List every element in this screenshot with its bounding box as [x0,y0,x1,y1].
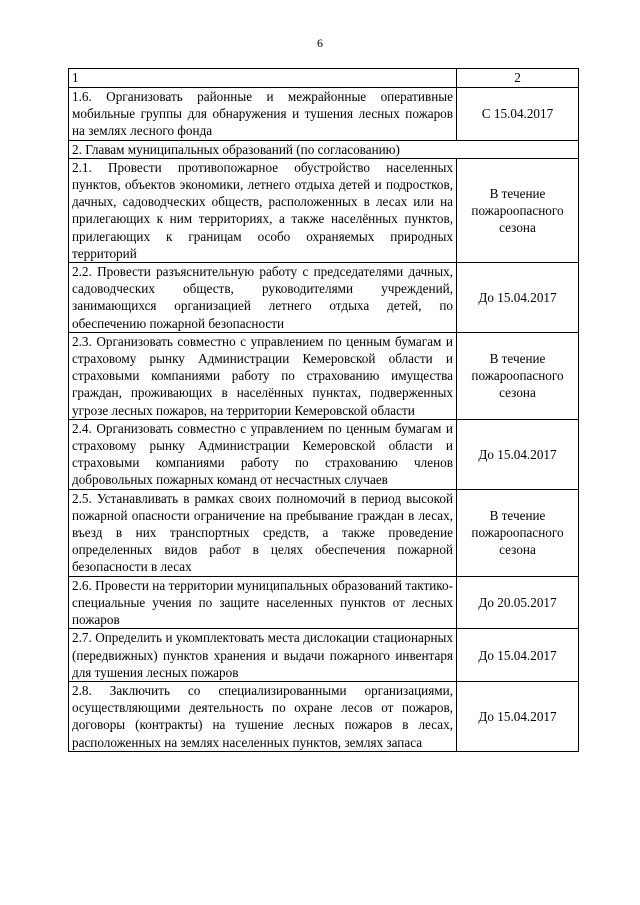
measure-text: 2.1. Провести противопожарное обустройство населенных пунктов, объектов экономики, летнего отдыха детей и подростков, дачных, садоводческих обществ, расположенных в лесах или на прилегающих к ним территориях, а также населённых пунктов, прилегающих к границам особо охраняемых природных территорий [69,158,457,262]
table-row [69,576,579,629]
page-number: 6 [317,36,323,50]
measure-term: С 15.04.2017 [457,88,579,141]
measure-term: До 15.04.2017 [457,419,579,489]
measure-text: 2.7. Определить и укомплектовать места дислокации стационарных (передвижных) пунктов хранения и выдачи пожарного инвентаря для тушения лесных пожаров [69,629,457,682]
measure-term: В течение пожароопасного сезона [457,158,579,262]
measure-text: 1.6. Организовать районные и межрайонные оперативные мобильные группы для обнаружения и тушения лесных пожаров на землях лесного фонда [69,88,457,141]
column-1-header: 1 [69,69,457,88]
table-row [69,88,579,141]
section-heading: 2. Главам муниципальных образований (по согласованию) [69,140,579,158]
table-row [69,681,579,751]
measure-term: До 15.04.2017 [457,263,579,333]
measure-text: 2.6. Провести на территории муниципальных образований тактико-специальные учения по защите населенных пунктов от лесных пожаров [69,576,457,629]
table-row [69,419,579,489]
table-row [69,158,579,262]
table-row [69,332,579,419]
measure-text: 2.5. Устанавливать в рамках своих полномочий в период высокой пожарной опасности ограничение на пребывание граждан в лесах, въезд в них транспортных средств, а также проведение определенных видов работ в целях обеспечения пожарной безопасности в лесах [69,489,457,576]
table-row [69,263,579,333]
measures-table [68,68,579,752]
measure-text: 2.2. Провести разъяснительную работу с председателями дачных, садоводческих обществ, руководителями учреждений, занимающихся организацией летнего отдыха детей, по обеспечению пожарной безопасности [69,263,457,333]
table-row [69,489,579,576]
section-row [69,140,579,158]
table-header-row [69,69,579,88]
measure-term: В течение пожароопасного сезона [457,489,579,576]
measure-term: В течение пожароопасного сезона [457,332,579,419]
measure-text: 2.4. Организовать совместно с управлением по ценным бумагам и страховому рынку Администрации Кемеровской области и страховыми компаниями работу по страхованию членов добровольных пожарных команд от несчастных случаев [69,419,457,489]
table-row [69,629,579,682]
measure-text: 2.8. Заключить со специализированными организациями, осуществляющими деятельность по охране лесов от пожаров, договоры (контракты) на тушение лесных пожаров в лесах, расположенных на землях населенных пунктов, землях запаса [69,681,457,751]
measure-text: 2.3. Организовать совместно с управлением по ценным бумагам и страховому рынку Администрации Кемеровской области и страховыми компаниями работу по страхованию имущества граждан, проживающих в населённых пунктах, подверженных угрозе лесных пожаров, на территории Кемеровской области [69,332,457,419]
measure-term: До 15.04.2017 [457,681,579,751]
measure-term: До 15.04.2017 [457,629,579,682]
column-2-header: 2 [457,69,579,88]
measure-term: До 20.05.2017 [457,576,579,629]
